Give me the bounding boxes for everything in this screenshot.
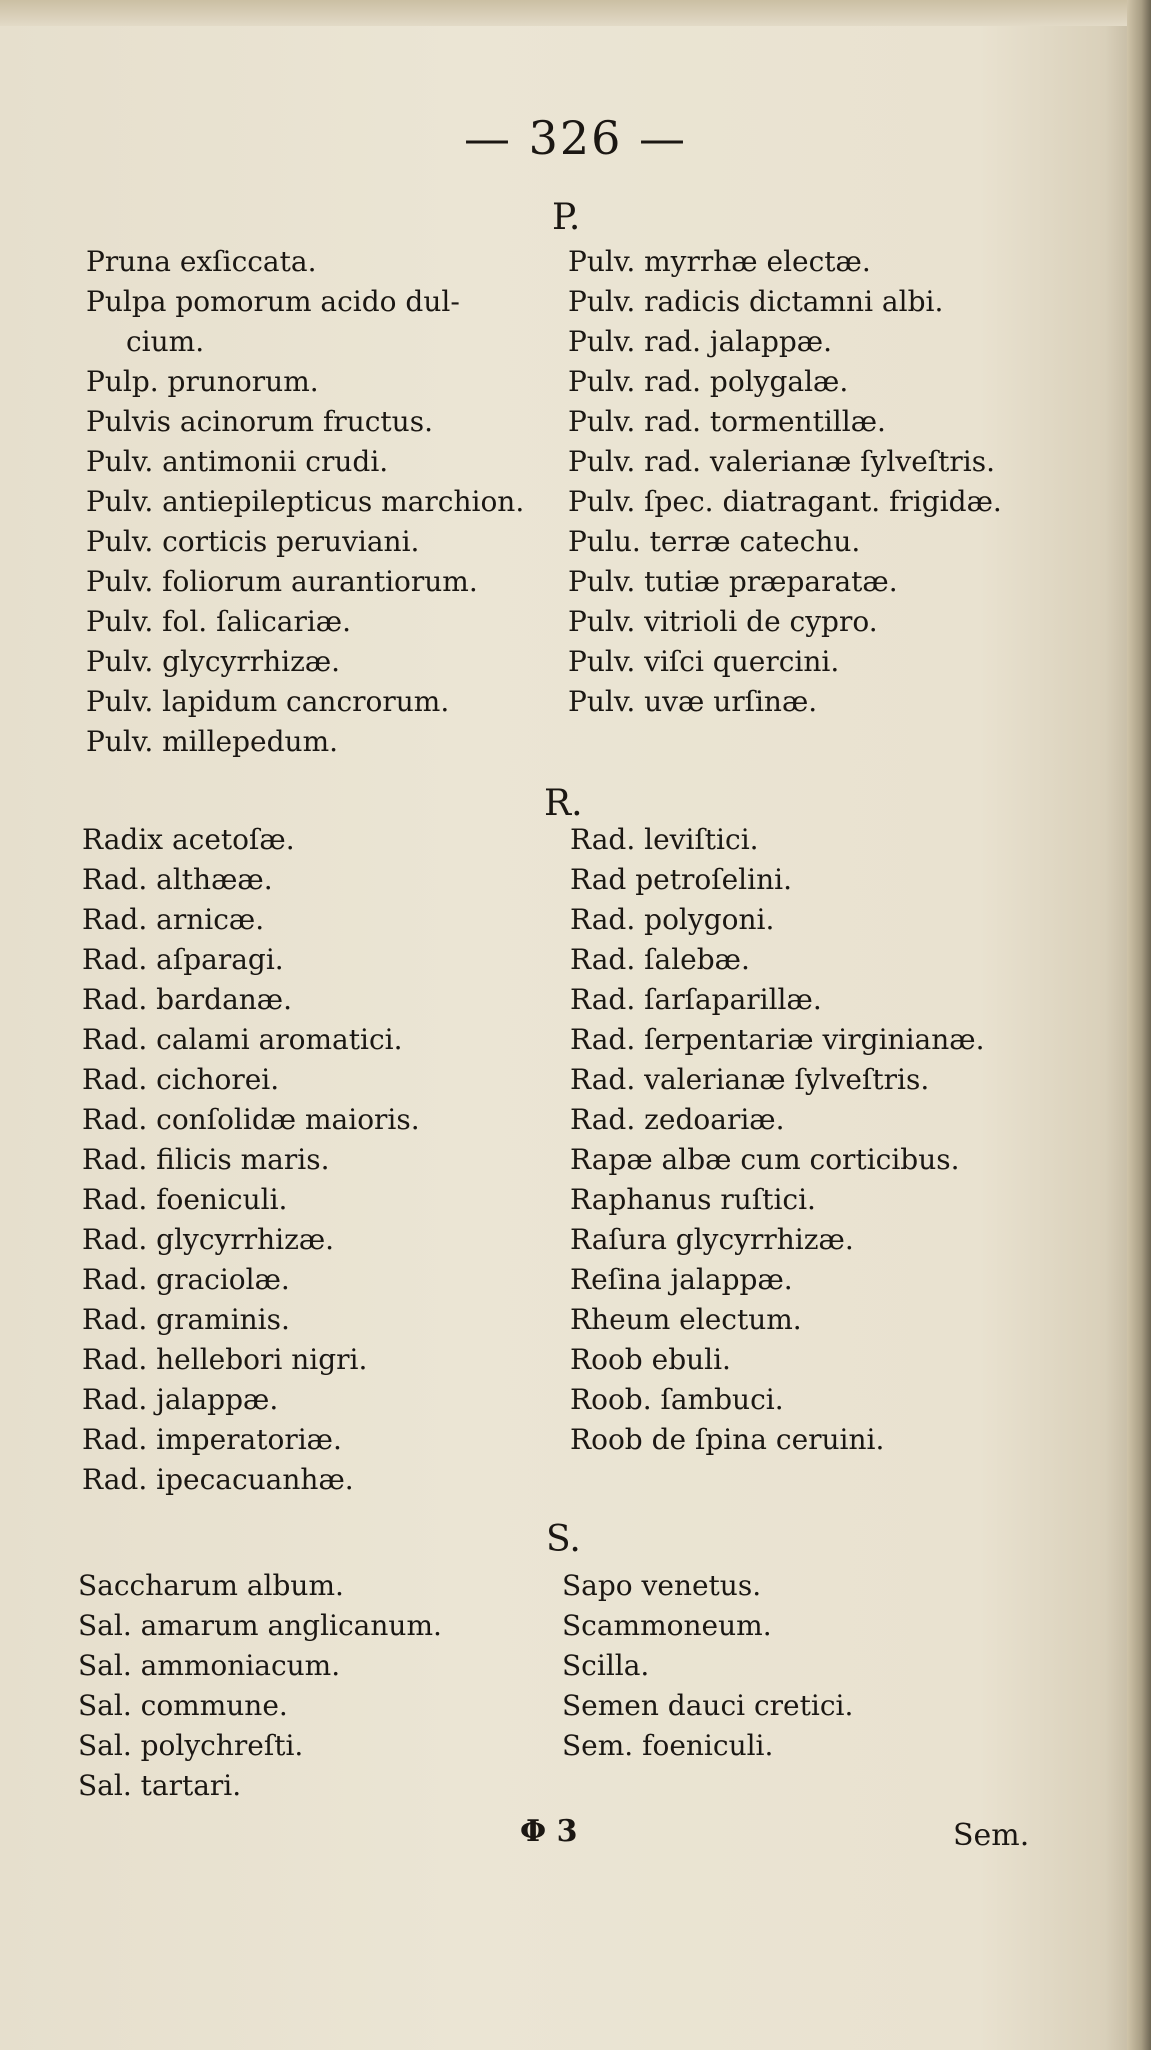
left-column-entry: Rad. arnicæ. (82, 903, 265, 936)
right-column-entry: Rheum electum. (570, 1303, 802, 1336)
left-column-entry: Rad. graminis. (82, 1303, 290, 1336)
left-column-entry: Pulp. prunorum. (86, 365, 319, 398)
right-column-entry: Rad. ſerpentariæ virginianæ. (570, 1023, 985, 1056)
left-column-entry: Rad. graciolæ. (82, 1263, 290, 1296)
catchword: Sem. (953, 1818, 1030, 1853)
right-column-entry: Roob. ſambuci. (570, 1383, 784, 1416)
right-column-entry: Scammoneum. (562, 1609, 772, 1642)
left-column-entry: Sal. polychreſti. (78, 1729, 304, 1762)
right-column-entry: Rapæ albæ cum corticibus. (570, 1143, 960, 1176)
left-column-entry: Rad. conſolidæ maioris. (82, 1103, 420, 1136)
left-column-entry: Sal. tartari. (78, 1769, 242, 1802)
left-column-entry: cium. (126, 325, 205, 358)
right-column-entry: Pulu. terræ catechu. (568, 525, 861, 558)
left-column-entry: Pulv. antiepilepticus marchion. (86, 485, 525, 518)
right-column-entry: Scilla. (562, 1649, 650, 1682)
left-column-entry: Rad. jalappæ. (82, 1383, 279, 1416)
left-column-entry: Rad. calami aromatici. (82, 1023, 403, 1056)
section-letter: P. (552, 197, 581, 238)
left-column-entry: Rad. althææ. (82, 863, 273, 896)
right-column-entry: Raphanus ruſtici. (570, 1183, 816, 1216)
right-column-entry: Rad. ſarſaparillæ. (570, 983, 822, 1016)
right-column-entry: Rad. valerianæ ſylveſtris. (570, 1063, 930, 1096)
left-column-entry: Sal. amarum anglicanum. (78, 1609, 442, 1642)
left-column-entry: Rad. bardanæ. (82, 983, 293, 1016)
right-column-entry: Rad petroſelini. (570, 863, 792, 896)
right-column-entry: Pulv. rad. tormentillæ. (568, 405, 886, 438)
page-gutter-edge (1127, 0, 1151, 2050)
right-column-entry: Pulv. radicis dictamni albi. (568, 285, 944, 318)
right-column-entry: Rad. ſalebæ. (570, 943, 750, 976)
left-column-entry: Pulpa pomorum acido dul- (86, 285, 460, 318)
left-column-entry: Pulv. millepedum. (86, 725, 339, 758)
left-column-entry: Rad. hellebori nigri. (82, 1343, 368, 1376)
left-column-entry: Rad. ipecacuanhæ. (82, 1463, 354, 1496)
right-column-entry: Sapo venetus. (562, 1569, 762, 1602)
left-column-entry: Rad. foeniculi. (82, 1183, 288, 1216)
right-column-entry: Pulv. myrrhæ electæ. (568, 245, 871, 278)
left-column-entry: Rad. cichorei. (82, 1063, 280, 1096)
right-column-entry: Pulv. tutiæ præparatæ. (568, 565, 898, 598)
right-column-entry: Pulv. ſpec. diatragant. frigidæ. (568, 485, 1002, 518)
right-column-entry: Rad. leviſtici. (570, 823, 759, 856)
left-column-entry: Pruna exſiccata. (86, 245, 317, 278)
left-column-entry: Pulvis acinorum fructus. (86, 405, 433, 438)
left-column-entry: Saccharum album. (78, 1569, 344, 1602)
right-column-entry: Rad. zedoariæ. (570, 1103, 785, 1136)
left-column-entry: Sal. ammoniacum. (78, 1649, 341, 1682)
right-column-entry: Pulv. rad. valerianæ ſylveſtris. (568, 445, 995, 478)
section-letter: R. (544, 783, 583, 824)
left-column-entry: Rad. glycyrrhizæ. (82, 1223, 335, 1256)
section-letter: S. (546, 1519, 581, 1560)
left-column-entry: Pulv. corticis peruviani. (86, 525, 420, 558)
right-column-entry: Raſura glycyrrhizæ. (570, 1223, 854, 1256)
left-column-entry: Radix acetoſæ. (82, 823, 295, 856)
page-top-edge (0, 0, 1151, 26)
right-column-entry: Semen dauci cretici. (562, 1689, 854, 1722)
left-column-entry: Sal. commune. (78, 1689, 288, 1722)
left-column-entry: Rad. imperatoriæ. (82, 1423, 342, 1456)
left-column-entry: Pulv. glycyrrhizæ. (86, 645, 341, 678)
right-column-entry: Pulv. viſci quercini. (568, 645, 840, 678)
signature-mark: Φ 3 (520, 1814, 578, 1849)
right-column-entry: Pulv. uvæ urſinæ. (568, 685, 818, 718)
left-column-entry: Rad. aſparagi. (82, 943, 284, 976)
right-column-entry: Pulv. rad. polygalæ. (568, 365, 849, 398)
right-column-entry: Rad. polygoni. (570, 903, 775, 936)
left-column-entry: Pulv. lapidum cancrorum. (86, 685, 450, 718)
left-column-entry: Pulv. antimonii crudi. (86, 445, 389, 478)
right-column-entry: Pulv. rad. jalappæ. (568, 325, 833, 358)
right-column-entry: Roob ebuli. (570, 1343, 731, 1376)
right-column-entry: Reſina jalappæ. (570, 1263, 793, 1296)
right-column-entry: Roob de ſpina ceruini. (570, 1423, 885, 1456)
left-column-entry: Pulv. fol. ſalicariæ. (86, 605, 352, 638)
left-column-entry: Pulv. foliorum aurantiorum. (86, 565, 478, 598)
right-column-entry: Pulv. vitrioli de cypro. (568, 605, 878, 638)
page-number: — 326 — (463, 111, 688, 165)
left-column-entry: Rad. filicis maris. (82, 1143, 330, 1176)
right-column-entry: Sem. foeniculi. (562, 1729, 774, 1762)
